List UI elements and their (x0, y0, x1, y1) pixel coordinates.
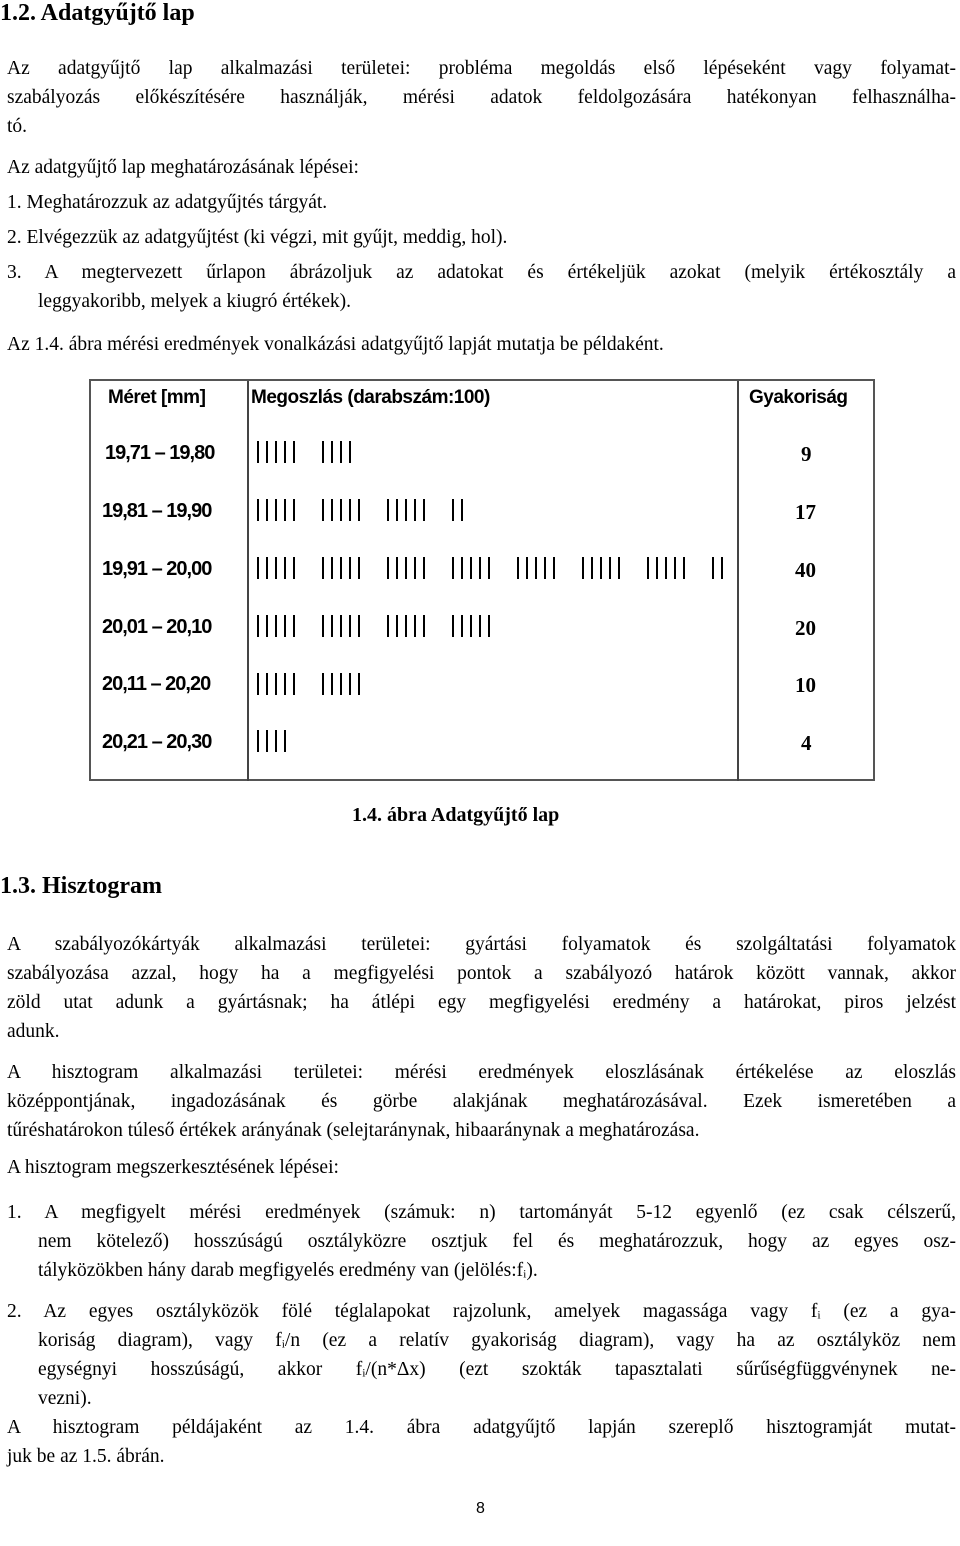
tally-mark (322, 499, 324, 521)
paragraph-line: tűréshatárokon túleső értékek arányának (selejtaránynak, hibaaránynak a meghatározása. (7, 1120, 700, 1141)
tally-mark (683, 557, 685, 579)
tally-mark (284, 615, 286, 637)
frequency-value: 10 (795, 673, 816, 697)
paragraph-line: Az adatgyűjtő lap alkalmazási területei: probléma megoldás első lépéseként vagy folyamat- (7, 58, 956, 79)
paragraph-line: adunk. (7, 1021, 60, 1042)
tally-mark (322, 557, 324, 579)
tally-mark (396, 615, 398, 637)
tally-mark (266, 730, 268, 752)
tally-mark (591, 557, 593, 579)
tally-mark (488, 615, 490, 637)
tally-mark (470, 557, 472, 579)
tally-mark (266, 673, 268, 695)
tally-mark (488, 557, 490, 579)
tally-mark (266, 557, 268, 579)
tally-mark (358, 557, 360, 579)
column-header-frequency: Gyakoriság (749, 387, 848, 408)
tally-mark (322, 615, 324, 637)
section-heading-1-3: 1.3. Hisztogram (0, 873, 162, 899)
tally-mark (553, 557, 555, 579)
tally-mark (712, 557, 714, 579)
list-item: 3. A megtervezett űrlapon ábrázoljuk az adatokat és értékeljük azokat (melyik értékosztály a (7, 262, 956, 283)
tally-mark (396, 499, 398, 521)
tally-mark (535, 557, 537, 579)
tally-mark (293, 673, 295, 695)
tally-mark (387, 499, 389, 521)
tally-mark (331, 615, 333, 637)
tally-mark (322, 441, 324, 463)
list-item-continuation: leggyakoribb, melyek a kiugró értékek). (38, 291, 351, 312)
paragraph-line: zöld utat adunk a gyártásnak; ha átlépi egy megfigyelési eredmény a határokat, piros jelzést (7, 992, 956, 1013)
tally-mark (414, 499, 416, 521)
tally-mark (284, 499, 286, 521)
size-range: 19,91 – 20,00 (102, 558, 212, 580)
column-header-size: Méret [mm] (108, 387, 206, 408)
list-item-continuation: tályközökben hány darab megfigyelés eredmény van (jelölés:fᵢ). (38, 1260, 538, 1281)
tally-mark (284, 441, 286, 463)
paragraph-line: A hisztogram alkalmazási területei: mérési eredmények eloszlásának értékelése az eloszlás (7, 1062, 956, 1083)
tally-mark (257, 557, 259, 579)
tally-mark (275, 673, 277, 695)
tally-mark (721, 557, 723, 579)
tally-mark (340, 673, 342, 695)
frequency-value: 40 (795, 558, 816, 582)
tally-mark (600, 557, 602, 579)
tally-mark (358, 673, 360, 695)
tally-mark (293, 499, 295, 521)
tally-mark (349, 499, 351, 521)
tally-mark (322, 673, 324, 695)
figure-reference: Az 1.4. ábra mérési eredmények vonalkázási adatgyűjtő lapját mutatja be példaként. (7, 334, 664, 355)
tally-mark (275, 557, 277, 579)
tally-mark (405, 557, 407, 579)
tally-mark (461, 615, 463, 637)
paragraph-line: A szabályozókártyák alkalmazási területei: gyártási folyamatok és szolgáltatási folyamatok (7, 934, 956, 955)
tally-mark (284, 673, 286, 695)
tally-mark (275, 499, 277, 521)
tally-mark (257, 499, 259, 521)
size-range: 20,11 – 20,20 (102, 673, 211, 695)
tally-mark (470, 615, 472, 637)
tally-mark (479, 615, 481, 637)
tally-sheet-figure (89, 379, 875, 781)
list-item-continuation: nem kötelező) hosszúságú osztályközre osztjuk fel és meghatározzuk, hogy az egyes osz- (38, 1231, 956, 1252)
tally-mark (349, 557, 351, 579)
tally-mark (284, 730, 286, 752)
tally-mark (452, 499, 454, 521)
tally-mark (544, 557, 546, 579)
tally-mark (266, 499, 268, 521)
list-item: 1. Meghatározzuk az adatgyűjtés tárgyát. (7, 192, 328, 213)
size-range: 19,71 – 19,80 (105, 442, 215, 464)
tally-mark (387, 557, 389, 579)
tally-mark (665, 557, 667, 579)
tally-mark (656, 557, 658, 579)
paragraph-line: középpontjának, ingadozásának és görbe alakjának meghatározásával. Ezek ismeretében a (7, 1091, 956, 1112)
tally-mark (340, 441, 342, 463)
tally-mark (582, 557, 584, 579)
tally-mark (293, 615, 295, 637)
tally-mark (479, 557, 481, 579)
steps-intro: Az adatgyűjtő lap meghatározásának lépései: (7, 157, 359, 178)
tally-mark (257, 615, 259, 637)
tally-mark (275, 615, 277, 637)
tally-mark (266, 615, 268, 637)
tally-mark (452, 615, 454, 637)
list-item: 1. A megfigyelt mérési eredmények (számuk: n) tartományát 5-12 egyenlő (ez csak célszerű, (7, 1202, 956, 1223)
paragraph-line: A hisztogram példájaként az 1.4. ábra adatgyűjtő lapján szereplő hisztogramját mutat- (7, 1417, 956, 1438)
list-item: 2. Az egyes osztályközök fölé téglalapokat rajzolunk, amelyek magassága vagy fᵢ (ez a gya- (7, 1301, 956, 1322)
tally-mark (517, 557, 519, 579)
tally-mark (349, 615, 351, 637)
tally-mark (452, 557, 454, 579)
list-item-continuation: koriság diagram), vagy fᵢ/n (ez a relatív gyakoriság diagram), vagy ha az osztályköz nem (38, 1330, 956, 1351)
tally-mark (275, 730, 277, 752)
size-range: 19,81 – 19,90 (102, 500, 212, 522)
figure-caption: 1.4. ábra Adatgyűjtő lap (352, 804, 560, 826)
tally-mark (331, 499, 333, 521)
tally-mark (257, 441, 259, 463)
frequency-value: 17 (795, 500, 816, 524)
steps-intro: A hisztogram megszerkesztésének lépései: (7, 1157, 339, 1178)
tally-mark (618, 557, 620, 579)
size-range: 20,21 – 20,30 (102, 731, 212, 753)
tally-mark (647, 557, 649, 579)
tally-mark (331, 557, 333, 579)
list-item-continuation: vezni). (38, 1388, 92, 1409)
tally-mark (331, 673, 333, 695)
paragraph-line: tó. (7, 116, 28, 137)
tally-mark (340, 499, 342, 521)
tally-mark (674, 557, 676, 579)
tally-mark (340, 557, 342, 579)
size-range: 20,01 – 20,10 (102, 616, 212, 638)
tally-mark (609, 557, 611, 579)
tally-mark (423, 557, 425, 579)
tally-mark (405, 499, 407, 521)
frequency-value: 9 (801, 442, 812, 466)
tally-mark (461, 557, 463, 579)
tally-mark (423, 615, 425, 637)
tally-mark (405, 615, 407, 637)
tally-mark (358, 615, 360, 637)
column-divider (737, 381, 739, 781)
tally-mark (293, 557, 295, 579)
tally-mark (526, 557, 528, 579)
tally-mark (414, 557, 416, 579)
column-header-distribution: Megoszlás (darabszám:100) (251, 387, 490, 408)
list-item-continuation: egységnyi hosszúságú, akkor fᵢ/(n*Δx) (ezt szokták tapasztalati sűrűségfüggvénynek ne- (38, 1359, 956, 1380)
tally-mark (257, 730, 259, 752)
page-number: 8 (476, 1500, 485, 1517)
column-divider (247, 381, 249, 781)
tally-mark (387, 615, 389, 637)
frequency-value: 4 (801, 731, 812, 755)
tally-mark (358, 499, 360, 521)
tally-mark (461, 499, 463, 521)
tally-mark (396, 557, 398, 579)
tally-mark (257, 673, 259, 695)
tally-mark (275, 441, 277, 463)
paragraph-line: juk be az 1.5. ábrán. (7, 1446, 165, 1467)
tally-mark (284, 557, 286, 579)
list-item: 2. Elvégezzük az adatgyűjtést (ki végzi, mit gyűjt, meddig, hol). (7, 227, 508, 248)
paragraph-line: szabályozás előkészítésére használják, mérési adatok feldolgozására hatékonyan felhasználha- (7, 87, 956, 108)
tally-mark (340, 615, 342, 637)
tally-mark (266, 441, 268, 463)
tally-mark (331, 441, 333, 463)
tally-mark (349, 673, 351, 695)
tally-mark (414, 615, 416, 637)
section-heading-1-2: 1.2. Adatgyűjtő lap (0, 0, 195, 26)
tally-mark (293, 441, 295, 463)
paragraph-line: szabályozása azzal, hogy ha a megfigyelési pontok a szabályozó határok között vannak, akkor (7, 963, 956, 984)
tally-mark (423, 499, 425, 521)
tally-mark (349, 441, 351, 463)
frequency-value: 20 (795, 616, 816, 640)
